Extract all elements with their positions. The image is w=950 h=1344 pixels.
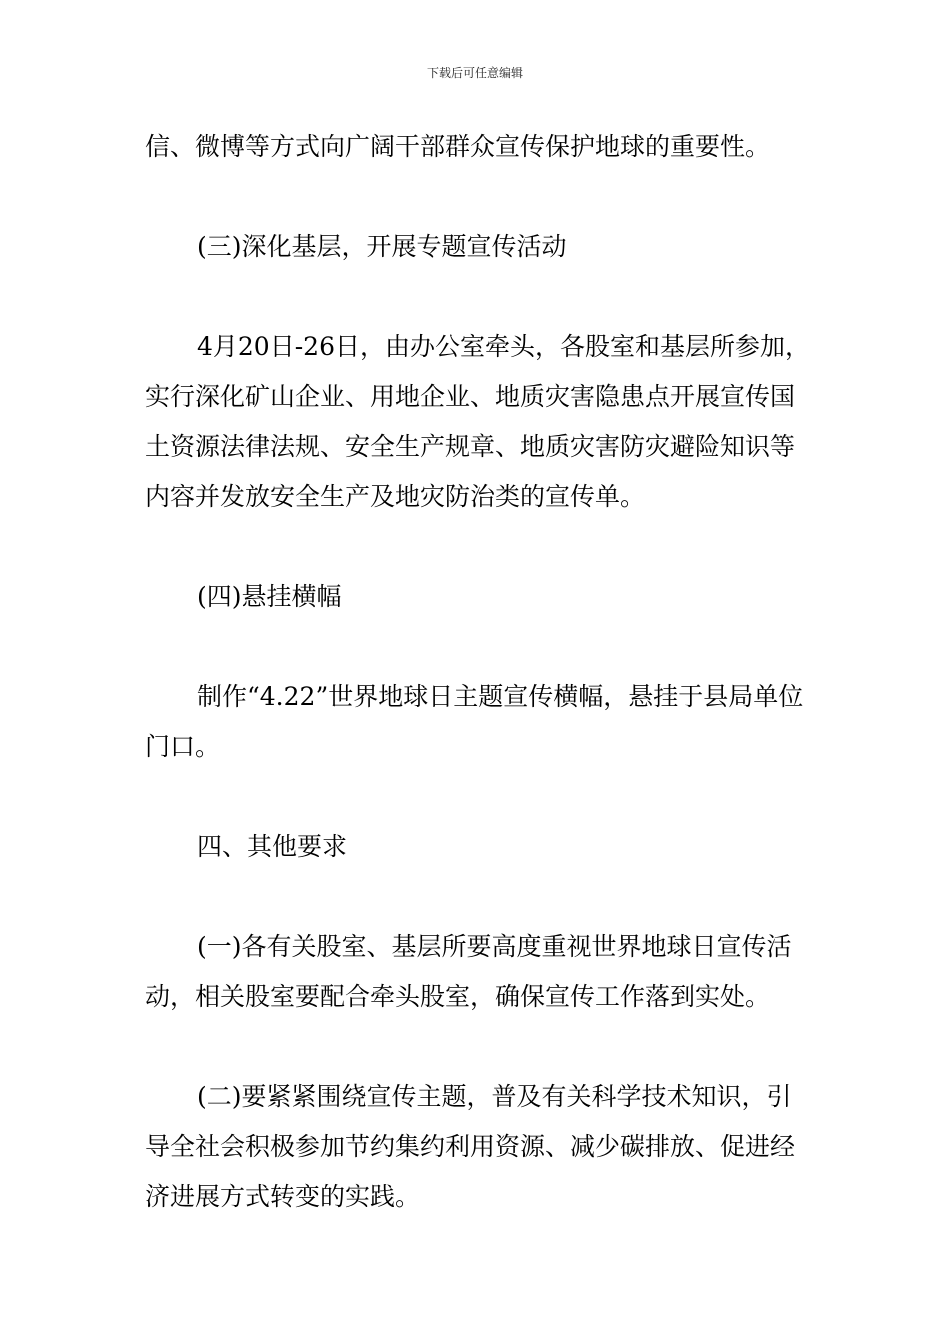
section-heading-3: (三)深化基层，开展专题宣传活动 (197, 232, 567, 261)
page-header: 下载后可任意编辑 (426, 66, 523, 80)
paragraph-activity-dates: 4月20日-26日，由办公室牵头，各股室和基层所参加，实行深化矿山企业、用地企业、地质灾害隐患点开展宣传国土资源法律法规、安全生产规章、地质灾害防灾避险知识等内容并发放安全生产及地灾防治类的宣传单。 (145, 332, 810, 511)
section-heading-other-requirements: 四、其他要求 (197, 832, 348, 861)
paragraph-continuation: 信、微博等方式向广阔干部群众宣传保护地球的重要性。 (145, 132, 771, 161)
paragraph-requirement-2: (二)要紧紧围绕宣传主题，普及有关科学技术知识，引导全社会积极参加节约集约利用资源、减少碳排放、促进经济进展方式转变的实践。 (145, 1082, 796, 1211)
section-heading-4: (四)悬挂横幅 (197, 582, 342, 611)
paragraph-banner: 制作“4.22”世界地球日主题宣传横幅，悬挂于县局单位门口。 (145, 682, 804, 761)
paragraph-requirement-1: (一)各有关股室、基层所要高度重视世界地球日宣传活动，相关股室要配合牵头股室，确保宣传工作落到实处。 (145, 932, 792, 1011)
